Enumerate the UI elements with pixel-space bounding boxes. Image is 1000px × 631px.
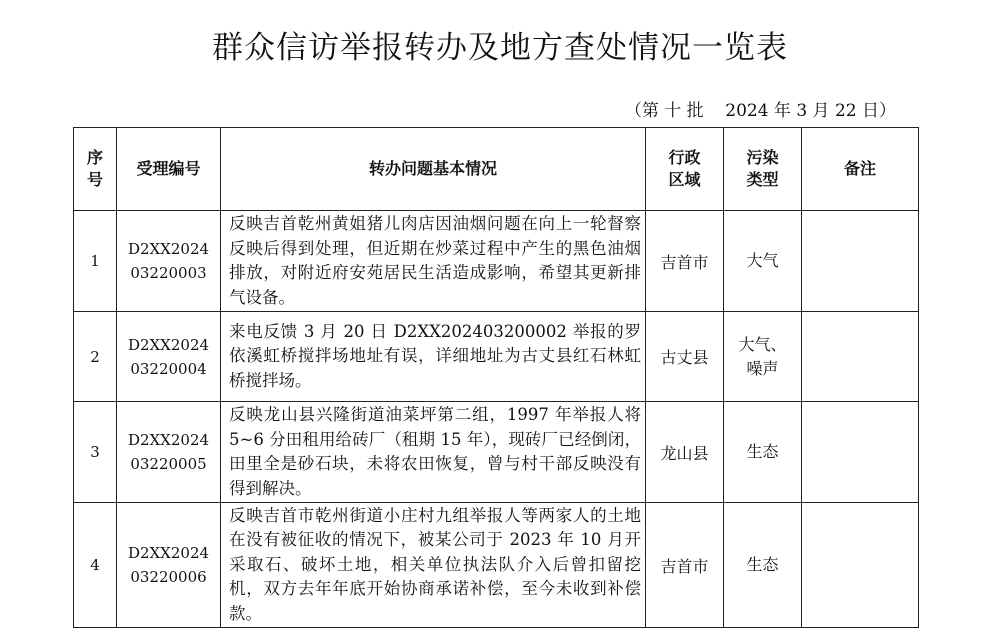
batch-date: （第 十 批 2024 年 3 月 22 日） [624,101,896,121]
row-description: 来电反馈 3 月 20 日 D2XX202403200002 举报的罗依溪虹桥搅拌场地址有误，详细地址为古丈县红石林虹桥搅拌场。 [221,312,646,402]
row-remarks [802,503,919,628]
row-pollution-type: 大气 [724,211,802,312]
row-pollution-type: 生态 [724,402,802,503]
row-description: 反映龙山县兴隆街道油菜坪第二组，1997 年举报人将 5~6 分田租用给砖厂（租期 15 年），现砖厂已经倒闭，田里全是砂石块，未将农田恢复，曾与村干部反映没有得到解决。 [221,402,646,503]
row-acceptance-number: D2XX2024 03220006 [117,503,221,628]
row-region: 吉首市 [646,211,724,312]
table-row [74,503,919,628]
row-pollution-type: 生态 [724,503,802,628]
header-acceptance-number: 受理编号 [117,128,221,211]
table-row [74,312,919,402]
table-row [74,211,919,312]
row-acceptance-number: D2XX2024 03220004 [117,312,221,402]
table-row [74,402,919,503]
header-serial: 序 号 [74,128,117,211]
row-serial: 3 [74,402,117,503]
header-remarks: 备注 [802,128,919,211]
row-pollution-type: 大气、 噪声 [724,312,802,402]
row-remarks [802,402,919,503]
row-serial: 1 [74,211,117,312]
header-description: 转办问题基本情况 [221,128,646,211]
header-region: 行政 区域 [646,128,724,211]
complaints-table [73,127,919,628]
header-pollution-type: 污染 类型 [724,128,802,211]
row-region: 龙山县 [646,402,724,503]
document-title: 群众信访举报转办及地方查处情况一览表 [212,30,788,66]
row-description: 反映吉首乾州黄姐猪儿肉店因油烟问题在向上一轮督察反映后得到处理，但近期在炒菜过程中产生的黑色油烟排放，对附近府安苑居民生活造成影响，希望其更新排气设备。 [221,211,646,312]
row-description: 反映吉首市乾州街道小庄村九组举报人等两家人的土地在没有被征收的情况下，被某公司于 2023 年 10 月开采取石、破坏土地，相关单位执法队介入后曾扣留挖机，双方去年年底开始协商承诺补偿，至今未收到补偿款。 [221,503,646,628]
row-region: 吉首市 [646,503,724,628]
row-remarks [802,211,919,312]
row-serial: 2 [74,312,117,402]
row-region: 古丈县 [646,312,724,402]
table-header-row [74,128,919,211]
row-serial: 4 [74,503,117,628]
row-acceptance-number: D2XX2024 03220005 [117,402,221,503]
row-remarks [802,312,919,402]
row-acceptance-number: D2XX2024 03220003 [117,211,221,312]
